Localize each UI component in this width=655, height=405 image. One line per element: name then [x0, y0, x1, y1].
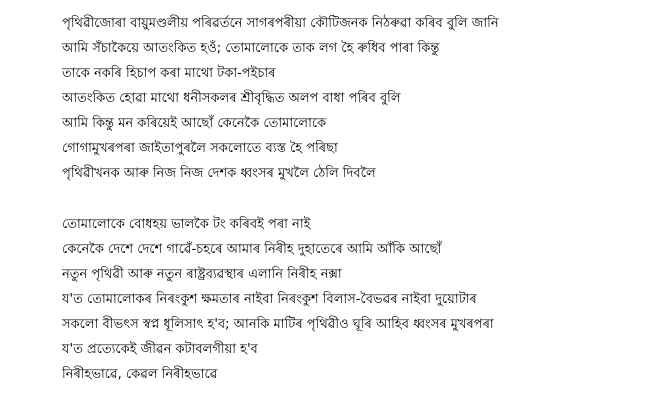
poem-line: গোগামুখৰপৰা জাইতাপুৰলৈ সকলোতে ব্যস্ত হৈ পৰিছা: [62, 141, 338, 156]
poem-line: য'ত প্ৰত্যেকেই জীৱন কটাবলগীয়া হ'ব: [62, 342, 258, 357]
poem-line: আতংকিত হোৱা মাথো ধনীসকলৰ শ্ৰীবৃদ্ধিত অলপ বাধা পৰিব বুলি: [62, 91, 401, 106]
poem-line: আমি সঁচাকৈয়ে আতংকিত হওঁ; তোমালোকে তাক লগ হৈ ৰুধিব পাৰা কিন্তু: [62, 41, 440, 56]
poem-line: তাকে নকৰি হিচাপ কৰা মাথো টকা-পইচাৰ: [62, 66, 276, 81]
poem-line: পৃথিৱীজোৰা বায়ুমণ্ডলীয় পৰিৱৰ্তনে সাগৰপৰীয়া কৌটিজনক নিঠৰুৱা কৰিব বুলি জানি: [62, 16, 499, 31]
stanza-2: [62, 212, 647, 387]
poem-line: তোমালোকে বোধহয় ভালকৈ টং কৰিবই পৰা নাই: [62, 217, 311, 232]
poem-line: নতুন পৃথিৱী আৰু নতুন ৰাষ্ট্ৰব্যৱস্থাৰ এলানি নিৰীহ নক্সা: [62, 267, 342, 282]
poem-line: আমি কিন্তু মন কৰিয়েই আছোঁ কেনেকৈ তোমালোকে: [62, 116, 327, 131]
poem-line: য'ত তোমালোকৰ নিৰংকুশ ক্ষমতাৰ নাইবা নিৰংকুশ বিলাস-বৈভৱৰ নাইবা দুয়োটাৰ: [62, 292, 477, 307]
poem-line: কেনেকৈ দেশে দেশে গাৱেঁ-চহৰে আমাৰ নিৰীহ দুহাতেৰে আমি আঁকি আছোঁ: [62, 242, 442, 257]
stanza-1: [62, 11, 647, 186]
poem-line: পৃথিৱীখনক আৰু নিজ নিজ দেশক ধ্বংসৰ মুখলৈ ঠেলি দিবলৈ: [62, 166, 376, 181]
poem-line: সকলো বীভৎস স্বপ্ন ধূলিসাৎ হ'ব; আনকি মাটিৰ পৃথিৱীও ঘূৰি আহিব ধ্বংসৰ মুখৰপৰা: [62, 317, 494, 332]
poem-line: নিৰীহভাৱে, কেৱল নিৰীহভাৱে: [62, 367, 218, 382]
